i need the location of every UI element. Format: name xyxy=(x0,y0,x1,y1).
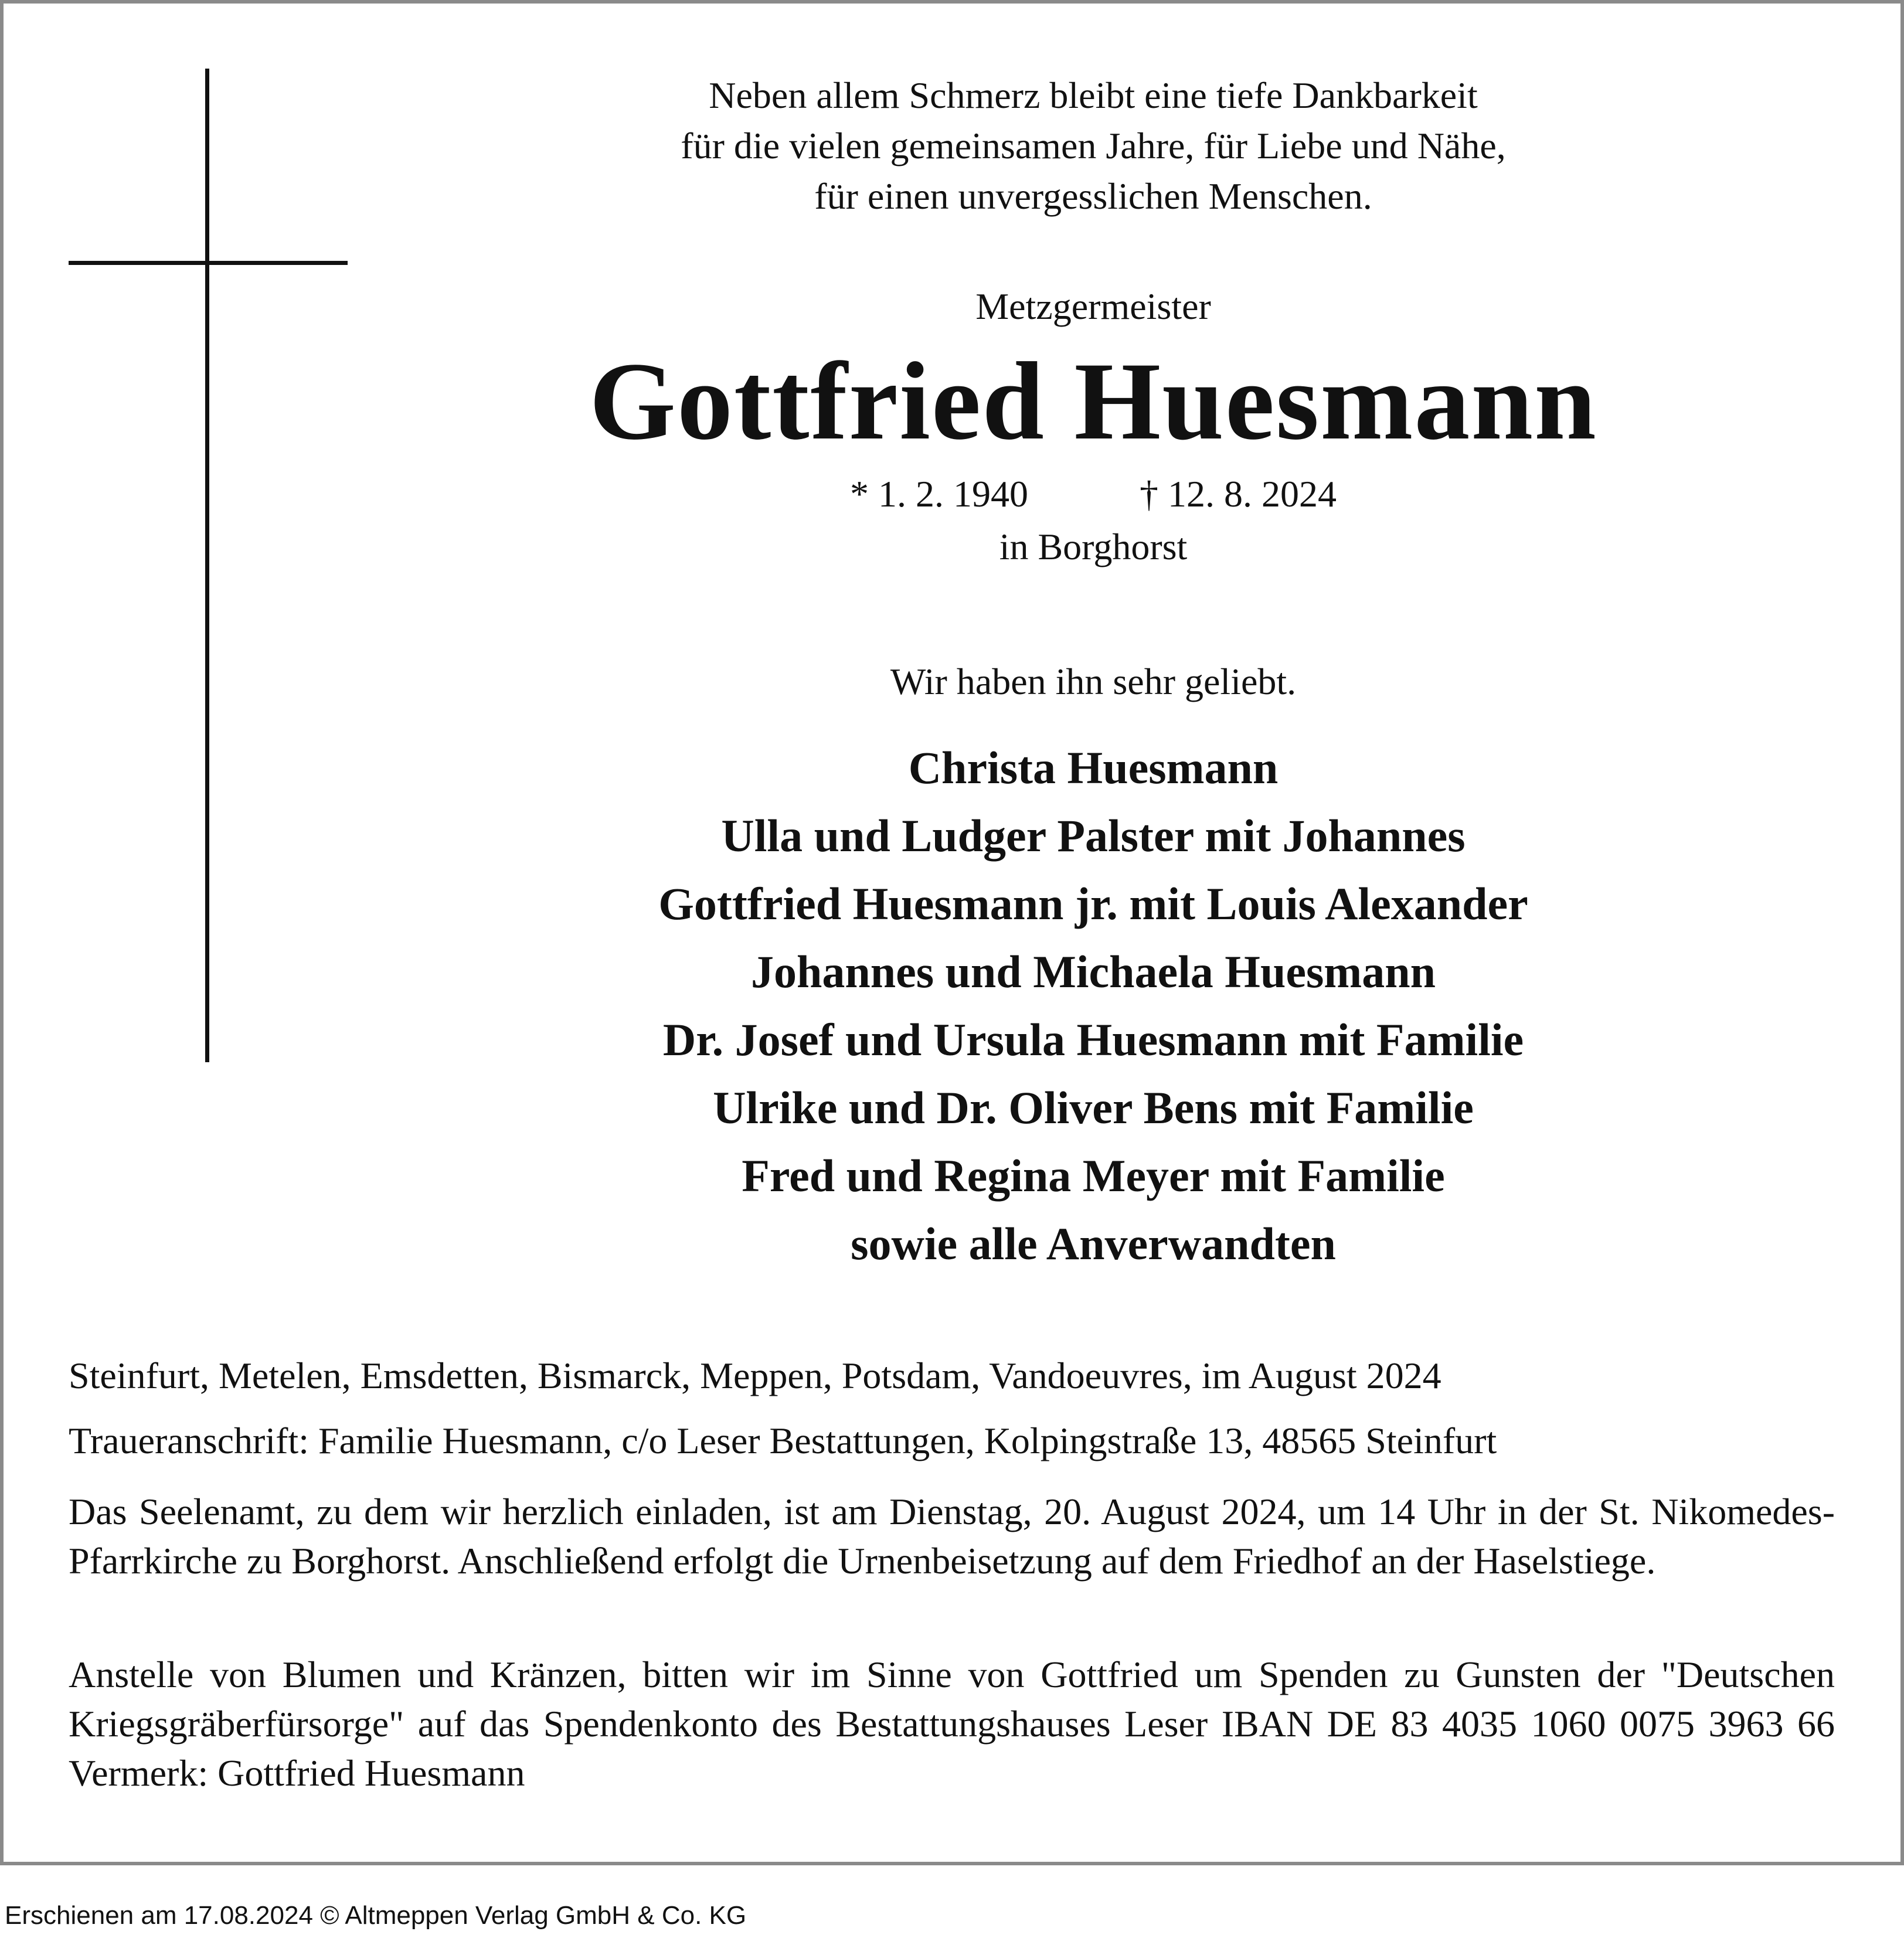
mourner-line: Christa Huesmann xyxy=(908,742,1279,793)
mourner-line: Ulla und Ludger Palster mit Johannes xyxy=(721,810,1466,861)
mourner-line: Dr. Josef und Ursula Huesmann mit Familie xyxy=(662,1014,1524,1065)
mourner-line: Fred und Regina Meyer mit Familie xyxy=(742,1150,1445,1201)
publication-footer: Erschienen am 17.08.2024 © Altmeppen Verlag GmbH & Co. KG xyxy=(5,1901,747,1930)
cross-icon-vertical-bar xyxy=(205,69,209,1062)
deceased-name: Gottfried Huesmann xyxy=(589,340,1597,463)
service-information: Das Seelenamt, zu dem wir herzlich einladen, ist am Dienstag, 20. August 2024, um 14 Uhr in der St. Nikomedes-Pfarrkirche zu Borghorst. Anschließend erfolgt die Urnenbeisetzung auf dem Friedhof an der Haselstiege. xyxy=(69,1491,1835,1582)
intro-line: für einen unvergesslichen Menschen. xyxy=(814,175,1372,217)
death-place: in Borghorst xyxy=(999,526,1188,567)
mourning-address: Traueranschrift: Familie Huesmann, c/o Leser Bestattungen, Kolpingstraße 13, 48565 Steinfurt xyxy=(69,1420,1497,1461)
life-dates xyxy=(528,469,1659,519)
mourner-line: Johannes und Michaela Huesmann xyxy=(750,946,1436,997)
cross-icon-horizontal-bar xyxy=(69,261,348,265)
mourners-list xyxy=(528,734,1659,1278)
donation-information: Anstelle von Blumen und Kränzen, bitten wir im Sinne von Gottfried um Spenden zu Gunsten der "Deutschen Kriegsgräberfürsorge" auf das Spendenkonto des Bestattungshauses Leser IBAN DE 83 4035 1060 0075 3963 66 Vermerk: Gottfried Huesmann xyxy=(69,1654,1835,1794)
intro-verse xyxy=(528,70,1659,222)
deceased-profession: Metzgermeister xyxy=(975,285,1211,327)
birth-date: * 1. 2. 1940 xyxy=(850,473,1028,515)
intro-line: Neben allem Schmerz bleibt eine tiefe Dankbarkeit xyxy=(709,74,1478,116)
places-and-date: Steinfurt, Metelen, Emsdetten, Bismarck, Meppen, Potsdam, Vandoeuvres, im August 2024 xyxy=(69,1355,1441,1396)
mourner-line: Ulrike und Dr. Oliver Bens mit Familie xyxy=(713,1082,1474,1133)
loved-statement: Wir haben ihn sehr geliebt. xyxy=(890,661,1297,702)
mourner-line: Gottfried Huesmann jr. mit Louis Alexander xyxy=(658,878,1528,929)
intro-line: für die vielen gemeinsamen Jahre, für Liebe und Nähe, xyxy=(681,125,1506,166)
mourner-line: sowie alle Anverwandten xyxy=(851,1218,1336,1269)
death-date: † 12. 8. 2024 xyxy=(1140,473,1337,515)
